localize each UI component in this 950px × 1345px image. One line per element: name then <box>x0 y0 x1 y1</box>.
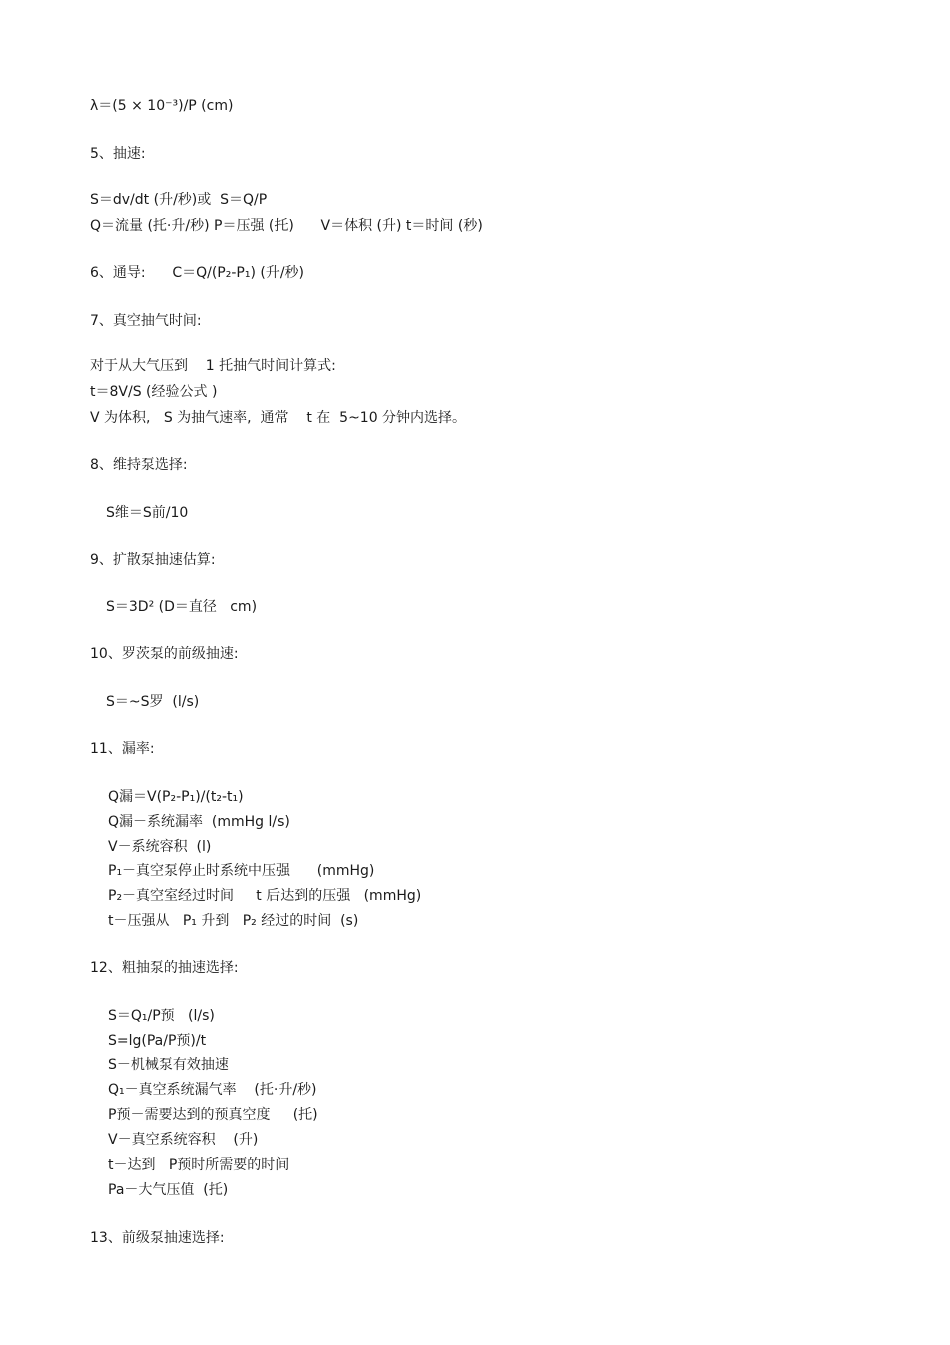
legend-roughing-pump-s: S－机械泵有效抽速 <box>108 1057 229 1073</box>
formula-roots-pump: S＝~S罗 (l/s) <box>106 694 200 710</box>
legend-leak-rate-q: Q漏－系统漏率 (mmHg l/s) <box>108 814 290 830</box>
legend-pumping-speed: Q＝流量 (托·升/秒) P＝压强 (托) V＝体积 (升) t＝时间 (秒) <box>90 218 483 234</box>
heading-leak-rate: 11、漏率: <box>90 741 155 757</box>
text-pumpdown-intro: 对于从大气压到 1 托抽气时间计算式: <box>90 358 336 374</box>
heading-holding-pump: 8、维持泵选择: <box>90 457 188 473</box>
legend-roughing-pump-q1: Q₁－真空系统漏气率 (托·升/秒) <box>108 1082 317 1098</box>
legend-leak-rate-p1: P₁－真空泵停止时系统中压强 (mmHg) <box>108 863 375 879</box>
formula-pumpdown-time: t＝8V/S (经验公式 ) <box>90 384 218 400</box>
heading-conductance: 6、通导: C＝Q/(P₂-P₁) (升/秒) <box>90 265 305 281</box>
heading-diffusion-pump: 9、扩散泵抽速估算: <box>90 552 216 568</box>
formula-leak-rate: Q漏＝V(P₂-P₁)/(t₂-t₁) <box>108 789 244 805</box>
legend-roughing-pump-pa: Pa－大气压值 (托) <box>108 1182 229 1198</box>
legend-leak-rate-v: V－系统容积 (l) <box>108 839 212 855</box>
formula-diffusion-pump: S＝3D² (D＝直径 cm) <box>106 599 258 615</box>
heading-pumpdown-time: 7、真空抽气时间: <box>90 313 202 329</box>
heading-roots-pump: 10、罗茨泵的前级抽速: <box>90 646 239 662</box>
legend-leak-rate-p2: P₂－真空室经过时间 t 后达到的压强 (mmHg) <box>108 888 422 904</box>
legend-roughing-pump-p: P预－需要达到的预真空度 (托) <box>108 1107 318 1123</box>
formula-roughing-pump-2: S=lg(Pa/P预)/t <box>108 1033 207 1049</box>
formula-holding-pump: S维＝S前/10 <box>106 505 189 521</box>
formula-roughing-pump-1: S＝Q₁/P预 (l/s) <box>108 1008 215 1024</box>
heading-backing-pump: 13、前级泵抽速选择: <box>90 1230 225 1246</box>
formula-pumping-speed: S＝dv/dt (升/秒)或 S＝Q/P <box>90 192 268 208</box>
formula-mean-free-path: λ＝(5 × 10⁻³)/P (cm) <box>90 98 234 114</box>
heading-pumping-speed: 5、抽速: <box>90 146 146 162</box>
heading-roughing-pump: 12、粗抽泵的抽速选择: <box>90 960 239 976</box>
legend-pumpdown-time: V 为体积, S 为抽气速率, 通常 t 在 5~10 分钟内选择。 <box>90 410 467 426</box>
legend-roughing-pump-t: t－达到 P预时所需要的时间 <box>108 1157 290 1173</box>
legend-roughing-pump-v: V－真空系统容积 (升) <box>108 1132 259 1148</box>
legend-leak-rate-t: t－压强从 P₁ 升到 P₂ 经过的时间 (s) <box>108 913 359 929</box>
